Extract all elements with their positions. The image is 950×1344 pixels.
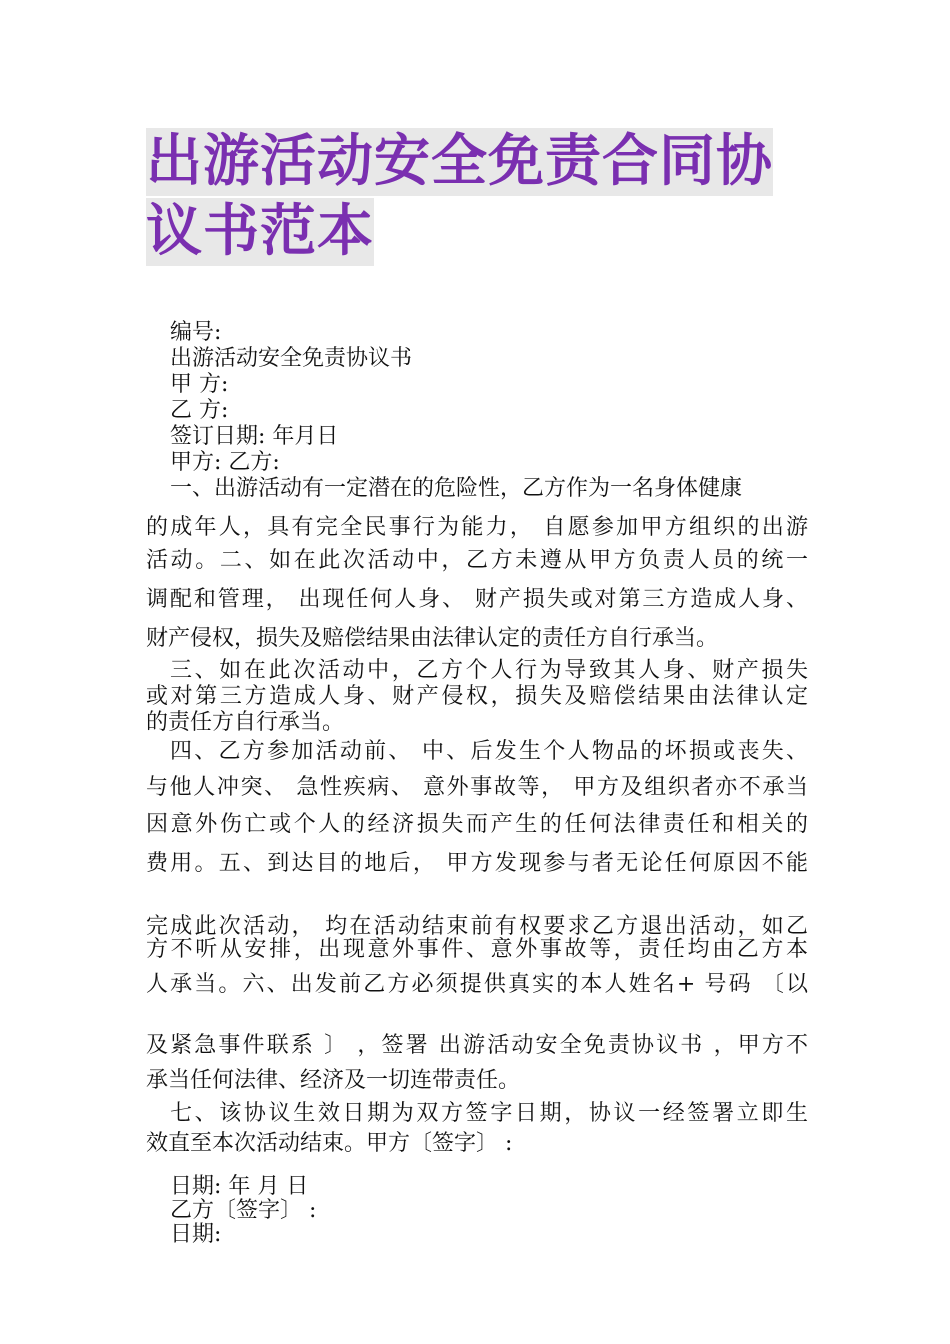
paragraph-4-line-8: 及紧急事件联系 〕 ，签署 出游活动安全免责协议书 ，甲方不 (146, 1033, 808, 1058)
agreement-name: 出游活动安全免责协议书 (170, 346, 413, 371)
party-a-label: 甲 方: (170, 372, 229, 397)
paragraph-4-line-7: 人承当。六、出发前乙方必须提供真实的本人姓名+ 号码 〔以 (146, 972, 808, 997)
parties-line: 甲方: 乙方: (170, 450, 280, 475)
paragraph-4-line-3: 因意外伤亡或个人的经济损失而产生的任何法律责任和相关的 (146, 812, 808, 837)
paragraph-7-line-2: 效直至本次活动结束。甲方〔签字〕 : (146, 1131, 513, 1156)
sign-date: 签订日期: 年月日 (170, 424, 339, 449)
paragraph-1-line-2: 的成年人，具有完全民事行为能力， 自愿参加甲方组织的出游 (146, 515, 808, 540)
document-title (146, 128, 816, 268)
paragraph-3-line-1: 三、如在此次活动中，乙方个人行为导致其人身、财产损失 (170, 658, 808, 683)
paragraph-4-line-1: 四、乙方参加活动前、 中、后发生个人物品的坏损或丧失、 (170, 739, 808, 764)
date-party-a: 日期: 年 月 日 (170, 1174, 309, 1199)
paragraph-4-line-6: 方不听从安排，出现意外事件、意外事故等，责任均由乙方本 (146, 937, 808, 962)
paragraph-1-line-3: 活动。二、如在此次活动中，乙方未遵从甲方负责人员的统一 (146, 548, 808, 573)
title-line-2: 议书范本 (146, 199, 374, 264)
paragraph-3-line-3: 的责任方自行承当。 (146, 710, 345, 735)
paragraph-1-line-4: 调配和管理， 出现任何人身、 财产损失或对第三方造成人身、 (146, 587, 808, 612)
title-line-1: 出游活动安全免责合同协 (146, 129, 773, 194)
paragraph-4-line-5: 完成此次活动， 均在活动结束前有权要求乙方退出活动，如乙 (146, 914, 808, 939)
paragraph-4-line-4: 费用。五、到达目的地后， 甲方发现参与者无论任何原因不能 (146, 851, 808, 876)
paragraph-3-line-2: 或对第三方造成人身、财产侵权，损失及赔偿结果由法律认定 (146, 684, 808, 709)
date-party-b: 日期: (170, 1222, 222, 1247)
paragraph-1-line-5: 财产侵权，损失及赔偿结果由法律认定的责任方自行承当。 (146, 626, 719, 651)
paragraph-7-line-1: 七、该协议生效日期为双方签字日期，协议一经签署立即生 (170, 1101, 808, 1126)
serial-number: 编号: (170, 320, 222, 345)
paragraph-4-line-9: 承当任何法律、经济及一切连带责任。 (146, 1068, 521, 1093)
paragraph-1-line-1: 一、出游活动有一定潜在的危险性，乙方作为一名身体健康 (170, 476, 743, 501)
document-body (146, 320, 808, 1246)
party-b-signature: 乙方〔签字〕 : (170, 1198, 317, 1223)
party-b-label: 乙 方: (170, 398, 229, 423)
paragraph-4-line-2: 与他人冲突、 急性疾病、 意外事故等， 甲方及组织者亦不承当 (146, 775, 808, 800)
